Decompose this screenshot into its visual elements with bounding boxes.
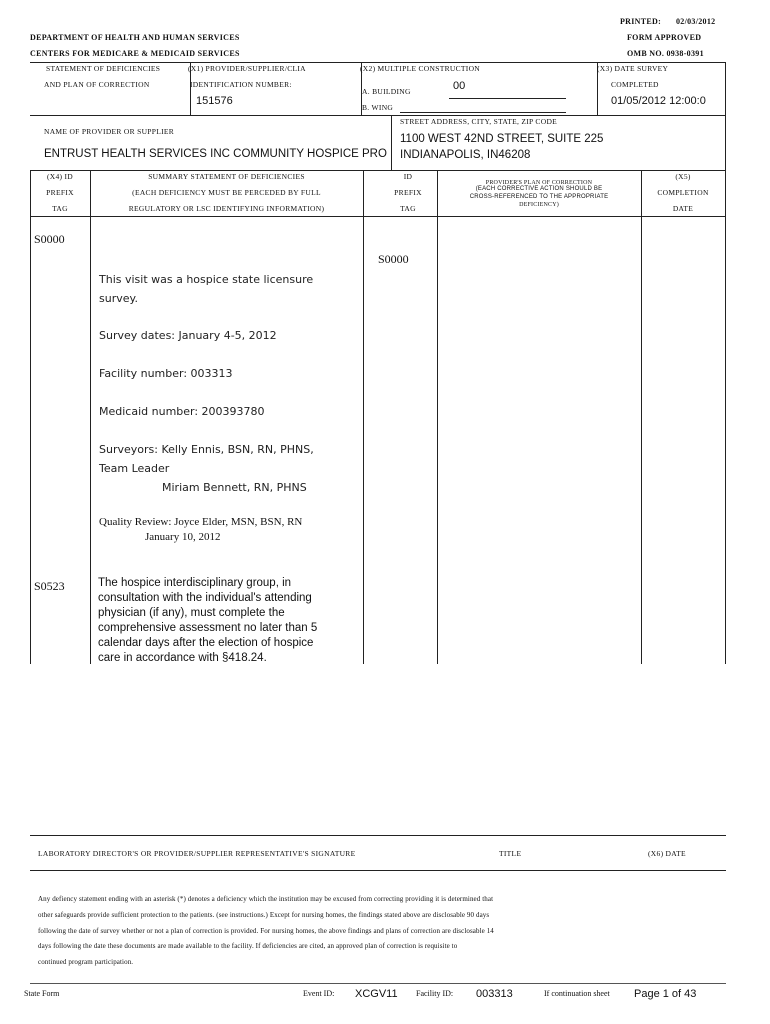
x1-label-2: IDENTIFICATION NUMBER: [190, 80, 292, 89]
paragraph-line-4: comprehensive assessment no later than 5 [98, 622, 318, 634]
tag-prefix-1: S0000 [34, 232, 65, 246]
plan-header-2: (EACH CORRECTIVE ACTION SHOULD BE [475, 186, 603, 192]
plan-header-4: DEFICIENCY) [519, 202, 559, 208]
survey-dates: Survey dates: January 4-5, 2012 [99, 329, 277, 342]
id-header-3: TAG [400, 204, 416, 213]
paragraph-line-6: care in accordance with §418.24. [98, 652, 267, 664]
provider-name-label: NAME OF PROVIDER OR SUPPLIER [44, 127, 175, 136]
x3-label: (X3) DATE SURVEY [597, 64, 669, 73]
visit-line-2: survey. [99, 292, 138, 305]
signature-label: LABORATORY DIRECTOR'S OR PROVIDER/SUPPLIER REPRESENTATIVE'S SIGNATURE [38, 849, 356, 858]
provider-name-value: ENTRUST HEALTH SERVICES INC COMMUNITY HOSPICE PRO [44, 148, 387, 160]
signature-top-rule [30, 835, 726, 836]
facility-number: Facility number: 003313 [99, 367, 233, 380]
x4-header-3: TAG [52, 204, 68, 213]
disclaimer-line-5: continued program participation. [38, 958, 134, 966]
department-heading: DEPARTMENT OF HEALTH AND HUMAN SERVICES [30, 33, 240, 42]
summary-header-1: SUMMARY STATEMENT OF DEFICIENCIES [148, 172, 305, 181]
surveyors-line-3: Miriam Bennett, RN, PHNS [162, 481, 307, 494]
continuation-label: If continuation sheet [544, 989, 610, 998]
disclaimer-line-1: Any defiency statement ending with an asterisk (*) denotes a deficiency which the institution may be excused from correcting providing it is determined that [38, 895, 494, 903]
x4-header-1: (X4) ID [46, 172, 74, 181]
building-label: A. BUILDING [362, 87, 411, 96]
building-value: 00 [453, 80, 466, 92]
x1-label: (X1) PROVIDER/SUPPLIER/CLIA [188, 64, 306, 73]
x3-label-2: COMPLETED [611, 80, 659, 89]
medicaid-number: Medicaid number: 200393780 [99, 405, 265, 418]
paragraph-line-3: physician (if any), must complete the [98, 607, 285, 619]
provider-id-value: 151576 [196, 95, 233, 107]
disclaimer-line-4: days following the date these documents are made available to the facility. If deficiencies are cited, an approved plan of correction is requisite to [38, 942, 458, 950]
x5-header-3: DATE [672, 204, 694, 213]
facility-id-value: 003313 [476, 988, 513, 1000]
statement-label-1: STATEMENT OF DEFICIENCIES [46, 64, 161, 73]
address-line-2: INDIANAPOLIS, IN46208 [400, 149, 531, 161]
event-id-label: Event ID: [303, 989, 335, 998]
statement-label-2: AND PLAN OF CORRECTION [44, 80, 150, 89]
address-line-1: 1100 WEST 42ND STREET, SUITE 225 [400, 133, 604, 145]
disclaimer-line-3: following the date of survey whether or not a plan of correction is provided. For nursing homes, the above findings and plans of correction are disclosable 14 [38, 927, 494, 935]
event-id-value: XCGV11 [355, 988, 398, 1000]
plan-header-1: PROVIDER'S PLAN OF CORRECTION [485, 180, 593, 186]
disclaimer-line-2: other safeguards provide sufficient protection to the patients. (see instructions.) Except for nursing homes, the findings stated above are disclosable 90 days [38, 911, 490, 919]
summary-header-2: (EACH DEFICIENCY MUST BE PERCEDED BY FULL [132, 188, 321, 197]
visit-line-1: This visit was a hospice state licensure [99, 273, 314, 286]
x6-date-label: (X6) DATE [648, 849, 686, 858]
tag-prefix-2: S0523 [34, 579, 65, 593]
x5-header-2: COMPLETION [657, 188, 709, 197]
title-label: TITLE [499, 849, 522, 858]
id-header-1: ID [403, 172, 413, 181]
printed-date: 02/03/2012 [676, 17, 716, 26]
quality-review-line-1: Quality Review: Joyce Elder, MSN, BSN, RN [99, 516, 303, 528]
x4-header-2: PREFIX [46, 188, 74, 197]
paragraph-line-5: calendar days after the election of hospice [98, 637, 314, 649]
printed-label: PRINTED: [620, 17, 662, 26]
signature-bottom-rule [30, 870, 726, 871]
id-header-2: PREFIX [394, 188, 422, 197]
paragraph-line-2: consultation with the individual's attending [98, 592, 312, 604]
survey-date-value: 01/05/2012 12:00:0 [611, 95, 706, 107]
wing-label: B. WING [362, 103, 394, 112]
address-label: STREET ADDRESS, CITY, STATE, ZIP CODE [400, 117, 558, 126]
quality-review-line-2: January 10, 2012 [145, 531, 221, 543]
centers-heading: CENTERS FOR MEDICARE & MEDICAID SERVICES [30, 49, 240, 58]
x2-label: (X2) MULTIPLE CONSTRUCTION [360, 64, 481, 73]
facility-id-label: Facility ID: [416, 989, 454, 998]
page-number: Page 1 of 43 [634, 988, 697, 1000]
plan-header-3: CROSS-REFERENCED TO THE APPROPRIATE [469, 194, 609, 200]
omb-number: OMB NO. 0938-0391 [627, 49, 704, 58]
form-approved: FORM APPROVED [627, 33, 702, 42]
paragraph-line-1: The hospice interdisciplinary group, in [98, 577, 292, 589]
footer-rule [30, 983, 726, 984]
surveyors-line-2: Team Leader [99, 462, 170, 475]
tag-prefix-1-right: S0000 [378, 252, 409, 266]
x5-header-1: (X5) [675, 172, 691, 181]
state-form-label: State Form [24, 989, 60, 998]
summary-header-3: REGULATORY OR LSC IDENTIFYING INFORMATION) [128, 204, 325, 213]
surveyors-line-1: Surveyors: Kelly Ennis, BSN, RN, PHNS, [99, 443, 314, 456]
